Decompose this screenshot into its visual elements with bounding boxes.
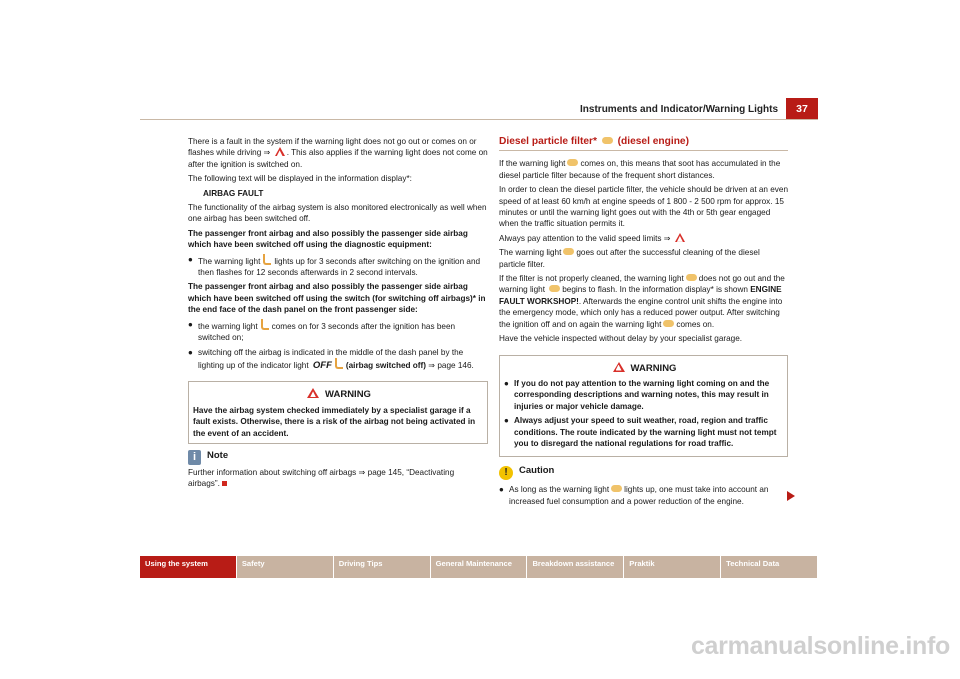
text: comes on, this means that soot has accumulated in the diesel particle filter because of the frequent short distances. [499,159,781,180]
text: . Afterwards the engine control unit shifts the engine into the emergency mode, which only has a reduced power output. After switching the ignition off and on again the warning light [499,296,783,329]
warning-header [504,362,783,374]
warning-triangle-icon [613,362,625,372]
text: comes on for 3 seconds after the ignition has been switched on; [198,321,456,343]
nav-tab-general-maintenance[interactable]: General Maintenance [431,556,527,578]
text: There is a fault in the system if the warning light does not go out or comes on or flashes while driving ⇒ [188,137,477,158]
text: (diesel engine) [617,136,689,147]
warning-bullet [504,415,783,449]
bullet-icon: ● [499,485,504,495]
text: If the warning light [499,159,566,169]
paragraph-display: The following text will be displayed in the information display*: [188,174,412,184]
diesel-filter-light-icon [563,248,574,255]
end-of-section-icon [222,481,227,486]
page-link[interactable]: ⇒ page 146. [428,360,474,370]
airbag-warning-light-icon [261,319,269,330]
caution-header [499,465,788,480]
warning-header [193,388,483,400]
watermark: carmanualsonline.info [690,632,950,660]
airbag-off-indicator-icon: OFF [312,359,332,371]
paragraph-inspect: Have the vehicle inspected without delay by your specialist garage. [499,334,743,344]
right-column [499,136,788,510]
note-text [188,467,488,490]
text: As long as the warning light [509,485,610,495]
bullet-icon: ● [188,319,193,329]
engine-light-icon [663,320,674,327]
text: If you do not pay attention to the warning light coming on and the corresponding descriptions and warning notes, this may result in injuries or major vehicle damage. [514,378,770,411]
bullet-icon: ● [504,378,509,388]
warning-triangle-icon[interactable] [275,147,285,156]
nav-tab-driving-tips[interactable]: Driving Tips [334,556,430,578]
display-message: ENGINE FAULT WORKSHOP! [499,285,782,306]
text: lights up for 3 seconds after switching on the ignition and then flashes for 12 seconds afterwards in 2 second intervals. [198,256,481,278]
paragraph-fault [188,136,488,170]
bullet-icon: ● [188,254,193,264]
text: (airbag switched off) [345,360,426,370]
subheading-diagnostic: The passenger front airbag and also possibly the passenger side airbag which have been switched off using the diagnostic equipment: [188,228,468,250]
display-message: AIRBAG FAULT [203,188,264,198]
info-note-icon: i [188,450,201,465]
nav-tab-breakdown-assistance[interactable]: Breakdown assistance [527,556,623,578]
bullet-icon: ● [188,347,193,357]
diesel-filter-light-icon [611,485,622,492]
text: begins to flash. In the information display* is shown [562,285,748,295]
page-header-title: Instruments and Indicator/Warning Lights [580,104,778,115]
section-nav [140,556,818,578]
warning-bullet [504,378,783,412]
text: Diesel particle filter* [499,136,597,147]
paragraph-cleaning: In order to clean the diesel particle filter, the vehicle should be driven at an even speed of at least 60 km/h at engine speeds of 1 800 - 2 500 rpm for approx. 15 minutes or until the warning light goes out with the 4th or 5th gear engaged when the traffic situation permits it. [499,185,789,229]
note-title: Note [207,449,229,461]
text: Always pay attention to the valid speed limits ⇒ [499,233,671,243]
caution-bullet [499,484,788,507]
nav-tab-technical-data[interactable]: Technical Data [721,556,817,578]
paragraph-speed-limits [499,233,788,244]
text: The warning light [198,256,261,266]
bullet-item [188,347,488,372]
airbag-off-seat-icon [335,358,343,369]
glow-plug-light-icon [549,285,560,292]
diesel-filter-light-icon [686,274,697,281]
subheading-switch: The passenger front airbag and also possibly the passenger side airbag which have been switched off using the switch (for switching off airbags)* in the end face of the dash panel on the front passenger side: [188,282,486,315]
nav-tab-using-the-system[interactable]: Using the system [140,556,236,578]
warning-text: Have the airbag system checked immediately by a specialist garage if a fault exists. Otherwise, there is a risk of the airbag not being activated in the event of an accident. [193,405,476,438]
paragraph-intro [499,158,788,181]
text: switching off the airbag is indicated in the middle of the dash panel by the lighting up of the indicator light [198,347,464,370]
nav-tab-praktik[interactable]: Praktik [624,556,720,578]
header-rule [140,119,818,120]
warning-box [499,355,788,458]
warning-triangle-icon [307,388,319,398]
nav-tab-safety[interactable]: Safety [237,556,333,578]
page-number-badge: 37 [786,98,818,120]
diesel-filter-light-icon [602,137,613,144]
warning-title: WARNING [325,389,371,401]
text: does not go out and the warning light [499,274,785,295]
text: The warning light [499,248,562,258]
bullet-item [188,319,488,344]
caution-title: Caution [519,465,555,477]
paragraph-light-out [499,247,788,270]
paragraph-monitoring: The functionality of the airbag system is also monitored electronically as well when one airbag has been switched off. [188,203,487,224]
warning-box [188,381,488,444]
airbag-warning-light-icon [263,254,271,265]
diesel-filter-light-icon [567,159,578,166]
text: If the filter is not properly cleaned, the warning light [499,274,684,284]
bullet-item [188,254,488,279]
warning-title: WARNING [630,362,677,374]
text: lights up, one must take into account an increased fuel consumption and a power reduction of the engine. [509,485,769,506]
bullet-icon: ● [504,416,509,426]
page-link[interactable]: Further information about switching off airbags ⇒ page 145, “Deactivating airbags”. [188,467,455,489]
text: Always adjust your speed to suit weather, road, region and traffic conditions. The route indicated by the warning light must not tempt you to disregard the national regulations for road traffic. [514,416,777,448]
text: . This also applies if the warning light does not come on after the ignition is switched on. [188,148,488,169]
text: the warning light [198,321,258,331]
next-page-arrow-icon[interactable] [787,491,795,501]
text: comes on. [676,319,715,329]
paragraph-not-cleaned [499,273,788,330]
caution-icon: ! [499,466,513,480]
text: goes out after the successful cleaning of the diesel particle filter. [499,248,760,269]
note-header [188,450,488,465]
left-column [188,136,488,493]
section-title [499,136,788,151]
warning-triangle-icon[interactable] [675,233,685,242]
